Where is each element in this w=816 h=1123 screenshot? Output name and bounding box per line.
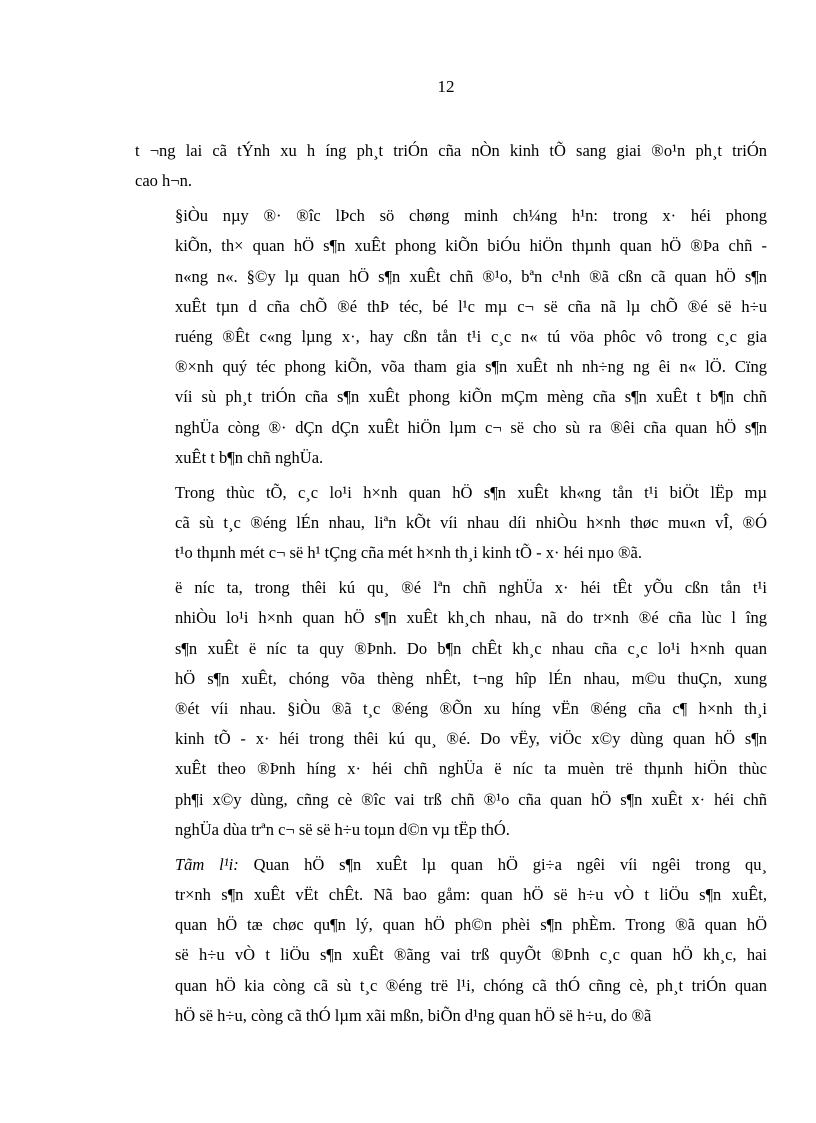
text-line (135, 136, 767, 166)
text-line (135, 971, 767, 1001)
paragraph (135, 201, 767, 473)
text-line (135, 1001, 767, 1031)
text-line (135, 603, 767, 633)
line-text: víi sù ph¸t triÓn cña s¶n xuÊt phong kiÕn mÇm mèng cña s¶n xuÊt t b¶n chñ (175, 387, 767, 407)
paragraph (135, 478, 767, 569)
text-line (135, 292, 767, 322)
line-text: n«ng n«. §©y lµ quan hÖ s¶n xuÊt chñ ®¹o, bªn c¹nh ®ã cßn cã quan hÖ s¶n (175, 266, 767, 286)
text-line (135, 880, 767, 910)
text-line (135, 694, 767, 724)
line-text: hÖ s¶n xuÊt, chóng võa thèng nhÊt, t¬ng hîp lÉn nhau, m©u thuÇn, xung (175, 668, 767, 688)
line-text: së h÷u vÒ t liÖu s¶n xuÊt ®ãng vai trß quyÕt ®Þnh c¸c quan hÖ kh¸c, hai (175, 945, 767, 965)
text-line (135, 382, 767, 412)
line-text: cao h¬n. (135, 171, 192, 191)
text-line (135, 785, 767, 815)
line-text: ®ét víi nhau. §iÒu ®ã t¸c ®éng ®Õn xu híng vËn ®éng cña c¶ h×nh th¸i (175, 699, 767, 719)
line-text: s¶n xuÊt ë níc ta quy ®Þnh. Do b¶n chÊt kh¸c nhau cña c¸c lo¹i h×nh quan (175, 638, 767, 658)
text-line (135, 724, 767, 754)
text-line (135, 573, 767, 603)
line-text: ph¶i x©y dùng, cñng cè ®îc vai trß chñ ®¹o cña quan hÖ s¶n xuÊt x· héi chñ (175, 789, 767, 809)
paragraph (135, 850, 767, 1031)
line-text: xuÊt t b¶n chñ nghÜa. (175, 447, 324, 467)
text-line (135, 754, 767, 784)
text-line (135, 443, 767, 473)
text-line (135, 201, 767, 231)
page-number: 12 (437, 77, 455, 96)
text-line (135, 262, 767, 292)
line-text: ruéng ®Êt c«ng lµng x·, hay cßn tån t¹i c¸c n« tú vöa phôc vô trong c¸c gia (175, 327, 767, 347)
line-text: quan hÖ kia còng cã sù t¸c ®éng trë l¹i, chóng cã thÓ cñng cè, ph¸t triÓn quan (175, 975, 767, 995)
line-text: kiÕn, th× quan hÖ s¶n xuÊt phong kiÕn biÓu hiÖn thµnh quan hÖ ®Þa chñ - (175, 236, 767, 256)
paragraph (135, 573, 767, 845)
line-text: nghÜa dùa trªn c¬ së së h÷u toµn d©n vµ tËp thÓ. (175, 819, 510, 839)
text-line (135, 664, 767, 694)
line-text: cã sù t¸c ®éng lÉn nhau, liªn kÕt víi nhau díi nhiÒu h×nh thøc mu«n vÎ, ®Ó (175, 513, 767, 533)
text-line (135, 538, 767, 568)
line-text: nhiÒu lo¹i h×nh quan hÖ s¶n xuÊt kh¸ch nhau, nã do tr×nh ®é cña lùc l îng (175, 608, 767, 628)
line-text: §iÒu nµy ®· ®îc lÞch sö chøng minh ch¼ng h¹n: trong x· héi phong (175, 206, 767, 226)
text-line (135, 634, 767, 664)
text-line (135, 413, 767, 443)
text-line (135, 352, 767, 382)
text-line (135, 940, 767, 970)
line-text: nghÜa còng ®· dÇn dÇn xuÊt hiÖn lµm c¬ së cho sù ra ®êi cña quan hÖ s¶n (175, 417, 767, 437)
text-line (135, 478, 767, 508)
text-line (135, 166, 767, 196)
line-text: t¹o thµnh mét c¬ së h¹ tÇng cña mét h×nh th¸i kinh tÕ - x· héi nµo ®ã. (175, 543, 642, 563)
line-text: Quan hÖ s¶n xuÊt lµ quan hÖ gi÷a ngêi víi ngêi trong qu¸ (238, 854, 767, 874)
text-line (135, 815, 767, 845)
text-line (135, 508, 767, 538)
text-line (135, 910, 767, 940)
line-text: ®×nh quý téc phong kiÕn, võa tham gia s¶n xuÊt nh nh÷ng ng êi n« lÖ. Cïng (175, 357, 767, 377)
line-text: quan hÖ tæ chøc qu¶n lý, quan hÖ ph©n phèi s¶n phÈm. Trong ®ã quan hÖ (175, 915, 767, 935)
line-text: Trong thùc tÕ, c¸c lo¹i h×nh quan hÖ s¶n xuÊt kh«ng tån t¹i biÖt lËp mµ (175, 482, 767, 502)
line-text: hÖ së h÷u, còng cã thÓ lµm xãi mßn, biÕn d¹ng quan hÖ së h÷u, do ®ã (175, 1005, 652, 1025)
line-text: ë níc ta, trong thêi kú qu¸ ®é lªn chñ nghÜa x· héi tÊt yÕu cßn tån t¹i (175, 578, 767, 598)
line-text: xuÊt tµn d cña chÕ ®é thÞ téc, bé l¹c mµ c¬ së cña nã lµ chÕ ®é së h÷u (175, 296, 767, 316)
text-line (135, 850, 767, 880)
body-text (135, 136, 767, 1036)
text-line (135, 231, 767, 261)
line-text: kinh tÕ - x· héi trong thêi kú qu¸ ®é. Do vËy, viÖc x©y dùng quan hÖ s¶n (175, 729, 767, 749)
paragraph (135, 136, 767, 196)
italic-lead: Tãm l¹i: (175, 854, 239, 874)
line-text: tr×nh s¶n xuÊt vËt chÊt. Nã bao gåm: quan hÖ së h÷u vÒ t liÖu s¶n xuÊt, (175, 885, 767, 905)
line-text: xuÊt theo ®Þnh híng x· héi chñ nghÜa ë níc ta muèn trë thµnh hiÖn thùc (175, 759, 767, 779)
line-text: t ¬ng lai cã tÝnh xu h íng ph¸t triÓn cña nÒn kinh tÕ sang giai ®o¹n ph¸t triÓn (135, 141, 767, 160)
text-line (135, 322, 767, 352)
